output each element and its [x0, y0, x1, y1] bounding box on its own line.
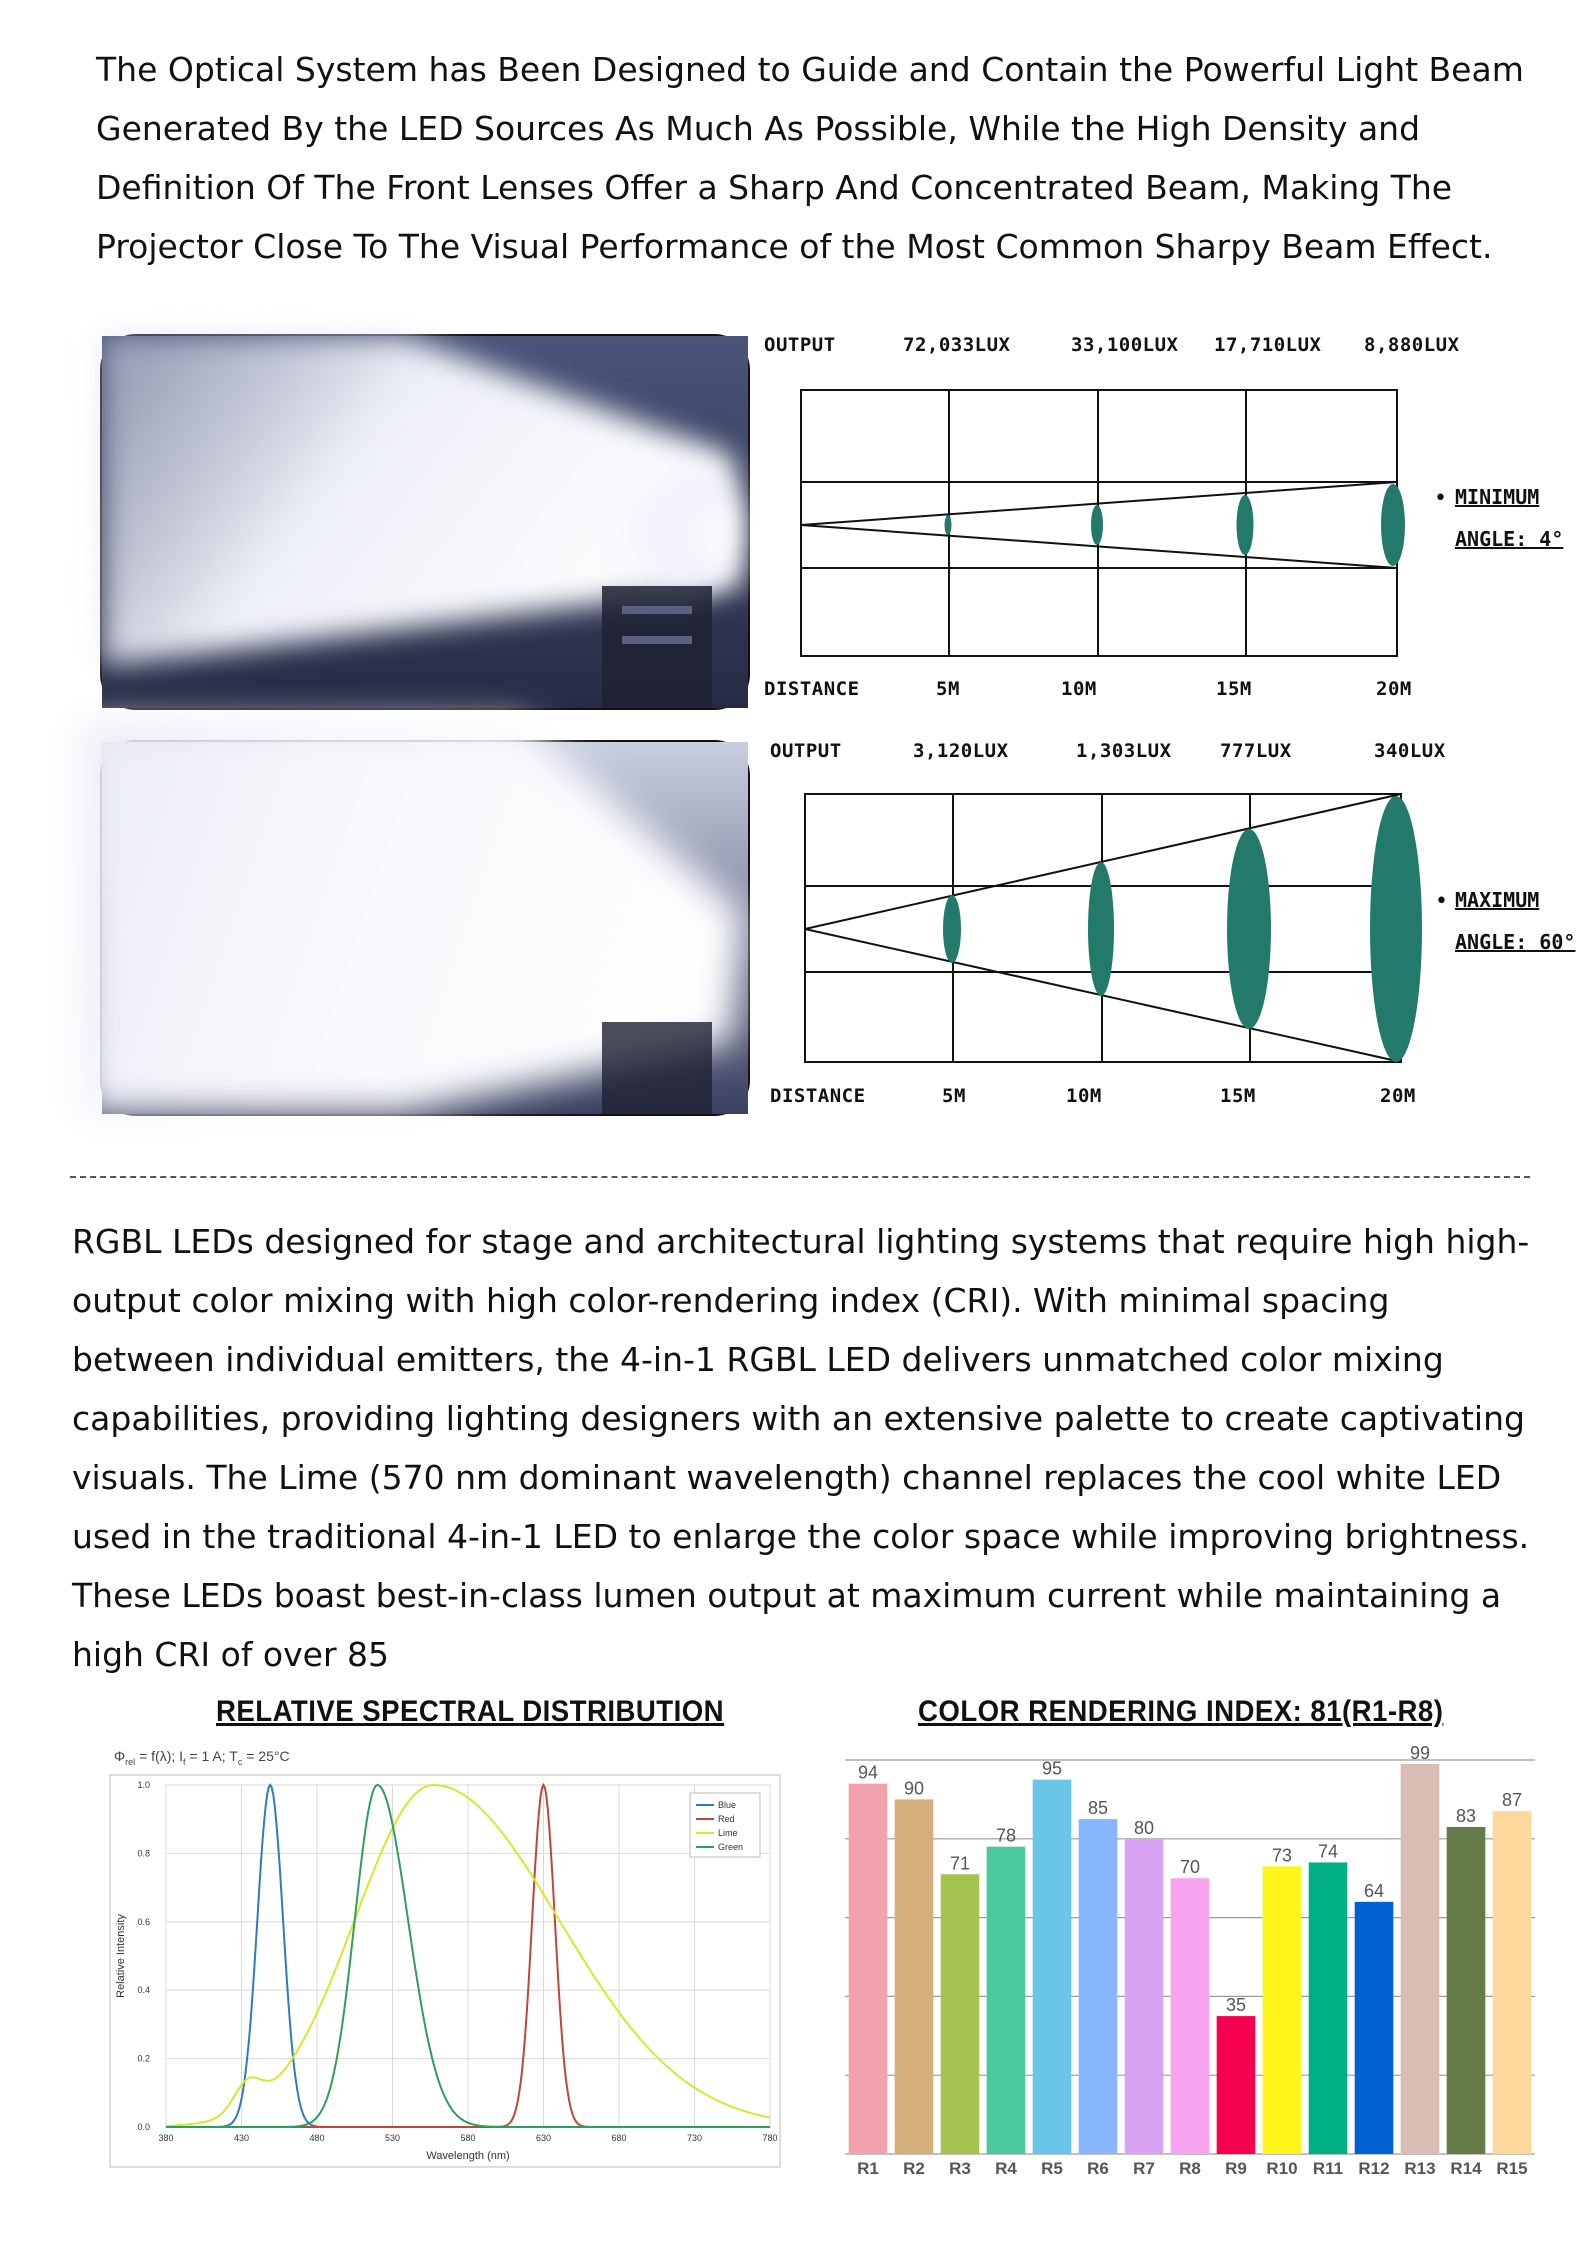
beam-spot-15m	[1237, 495, 1254, 555]
output-label: OUTPUT	[770, 740, 842, 762]
legend-entry: Blue	[718, 1800, 737, 1810]
distance-value: 10M	[1061, 678, 1097, 700]
bar-value-label: 35	[1225, 1995, 1247, 2016]
x-axis-label: Wavelength (nm)	[426, 2150, 510, 2162]
angle-title: MAXIMUM	[1455, 888, 1540, 912]
category-label: R8	[1179, 2159, 1201, 2178]
bar-value-label: 90	[903, 1778, 925, 1799]
bar-value-label: 73	[1271, 1845, 1293, 1866]
y-tick-label: 0.2	[137, 2053, 150, 2064]
lux-value: 33,100LUX	[1071, 334, 1179, 356]
beam-spot-5m	[945, 515, 952, 535]
bar-r3	[941, 1874, 980, 2154]
bar-value-label: 83	[1455, 1805, 1477, 1826]
section-divider	[70, 1176, 1530, 1178]
beam-grid-maximum	[799, 792, 1409, 1064]
category-label: R4	[995, 2159, 1017, 2178]
bar-value-label: 87	[1501, 1790, 1523, 1811]
lux-value: 17,710LUX	[1214, 334, 1322, 356]
distance-value: 20M	[1376, 678, 1412, 700]
y-tick-label: 0.6	[137, 1916, 150, 1927]
lux-value: 1,303LUX	[1076, 740, 1172, 762]
bar-value-label: 71	[949, 1853, 971, 1874]
bar-r15	[1493, 1811, 1532, 2154]
x-tick-label: 430	[233, 2133, 250, 2143]
distance-value: 10M	[1066, 1085, 1102, 1107]
beam-photo-narrow	[100, 334, 750, 710]
legend-entry: Lime	[718, 1828, 738, 1838]
distance-label: DISTANCE	[764, 678, 860, 700]
beam-spot-10m	[1088, 862, 1114, 996]
category-label: R12	[1358, 2159, 1390, 2178]
beam-photo-wide	[100, 740, 750, 1116]
x-tick-label: 530	[384, 2133, 401, 2143]
bar-r13	[1401, 1764, 1440, 2154]
rgbl-paragraph: RGBL LEDs designed for stage and architectural lighting systems that require high high-output color mixing with high color-rendering index (CRI). With minimal spacing between individual emitters, the 4-in-1 RGBL LED delivers unmatched color mixing capabilities, providing lighting designers with an extensive palette to create captivating visuals. The Lime (570 nm dominant wavelength) channel replaces the cool white LED used in the traditional 4-in-1 LED to enlarge the color space while improving brightness. These LEDs boast best-in-class lumen output at maximum current while maintaining a high CRI of over 85	[72, 1222, 1530, 1674]
x-tick-label: 380	[158, 2133, 174, 2143]
bar-r11	[1309, 1862, 1348, 2154]
distance-value: 5M	[936, 678, 960, 700]
bar-r2	[895, 1799, 934, 2154]
bar-value-label: 95	[1041, 1758, 1063, 1779]
beam-spot-15m	[1227, 829, 1271, 1029]
lux-value: 8,880LUX	[1364, 334, 1460, 356]
bar-r7	[1125, 1839, 1164, 2154]
category-label: R15	[1496, 2159, 1528, 2178]
category-label: R13	[1404, 2159, 1436, 2178]
x-tick-label: 780	[762, 2133, 778, 2143]
y-axis-label: Relative Intensity	[115, 1914, 127, 1998]
y-tick-label: 0.8	[137, 1848, 150, 1859]
category-label: R6	[1087, 2159, 1109, 2178]
category-label: R10	[1266, 2159, 1298, 2178]
bar-value-label: 74	[1317, 1841, 1339, 1862]
spectral-chart	[100, 1745, 790, 2175]
category-label: R14	[1450, 2159, 1482, 2178]
angle-title: MINIMUM	[1455, 485, 1540, 509]
beam-spot-20m	[1370, 796, 1422, 1062]
bar-r4	[987, 1847, 1026, 2154]
x-tick-label: 480	[309, 2133, 325, 2143]
category-label: R7	[1133, 2159, 1155, 2178]
bar-value-label: 78	[995, 1825, 1017, 1846]
beam-grid-minimum	[795, 388, 1405, 658]
lux-value: 340LUX	[1374, 740, 1446, 762]
category-label: R3	[949, 2159, 971, 2178]
category-label: R5	[1041, 2159, 1063, 2178]
bar-r8	[1171, 1878, 1210, 2154]
bar-r9	[1217, 2016, 1256, 2154]
x-tick-label: 580	[460, 2133, 476, 2143]
angle-value: ANGLE: 4°	[1455, 527, 1564, 551]
condition-label: $\Phi_{rel} = f(\lambda)$; $I_f = 1$ A; $T_c = 25^\circ C$	[114, 1748, 290, 1767]
x-tick-label: 630	[535, 2133, 552, 2143]
legend-entry: Green	[718, 1842, 744, 1852]
cri-chart	[845, 1742, 1545, 2180]
distance-value: 5M	[942, 1085, 966, 1107]
category-label: R1	[857, 2159, 879, 2178]
x-tick-label: 680	[611, 2133, 627, 2143]
distance-value: 15M	[1220, 1085, 1256, 1107]
bar-value-label: 70	[1179, 1857, 1201, 1878]
cri-chart-title: COLOR RENDERING INDEX: 81(R1-R8)	[918, 1695, 1444, 1728]
bar-r1	[849, 1784, 888, 2154]
distance-value: 15M	[1216, 678, 1252, 700]
lux-value: 777LUX	[1220, 740, 1292, 762]
category-label: R2	[903, 2159, 925, 2178]
y-tick-label: 0.0	[137, 2122, 150, 2132]
legend-entry: Red	[718, 1814, 735, 1824]
spectral-chart-title: RELATIVE SPECTRAL DISTRIBUTION	[216, 1695, 725, 1728]
category-label: R11	[1312, 2159, 1344, 2178]
category-label: R9	[1225, 2159, 1247, 2178]
bar-r6	[1079, 1819, 1118, 2154]
distance-label: DISTANCE	[770, 1085, 866, 1107]
bullet-icon: •	[1434, 486, 1447, 511]
beam-spot-10m	[1091, 505, 1103, 545]
bar-r10	[1263, 1866, 1302, 2154]
beam-spot-20m	[1381, 484, 1405, 566]
bar-r12	[1355, 1902, 1394, 2154]
bar-value-label: 85	[1087, 1798, 1109, 1819]
y-tick-label: 1.0	[137, 1780, 150, 1790]
distance-value: 20M	[1380, 1085, 1416, 1107]
lux-value: 72,033LUX	[903, 334, 1011, 356]
bar-value-label: 64	[1363, 1880, 1385, 1901]
bar-r14	[1447, 1827, 1486, 2154]
angle-value: ANGLE: 60°	[1455, 930, 1576, 954]
bar-value-label: 94	[857, 1762, 879, 1783]
beam-spot-5m	[943, 895, 961, 963]
bullet-icon: •	[1435, 889, 1448, 914]
bar-value-label: 99	[1409, 1742, 1431, 1763]
output-label: OUTPUT	[764, 334, 836, 356]
lux-value: 3,120LUX	[913, 740, 1009, 762]
y-tick-label: 0.4	[137, 1985, 150, 1996]
intro-paragraph: The Optical System has Been Designed to Guide and Contain the Powerful Light Beam Generated By the LED Sources As Much As Possible, While the High Density and Definition Of The Front Lenses Offer a Sharp And Concentrated Beam, Making The Projector Close To The Visual Performance of the Most Common Sharpy Beam Effect.	[96, 50, 1524, 266]
x-tick-label: 730	[686, 2133, 703, 2143]
bar-r5	[1033, 1780, 1072, 2154]
bar-value-label: 80	[1133, 1817, 1155, 1838]
